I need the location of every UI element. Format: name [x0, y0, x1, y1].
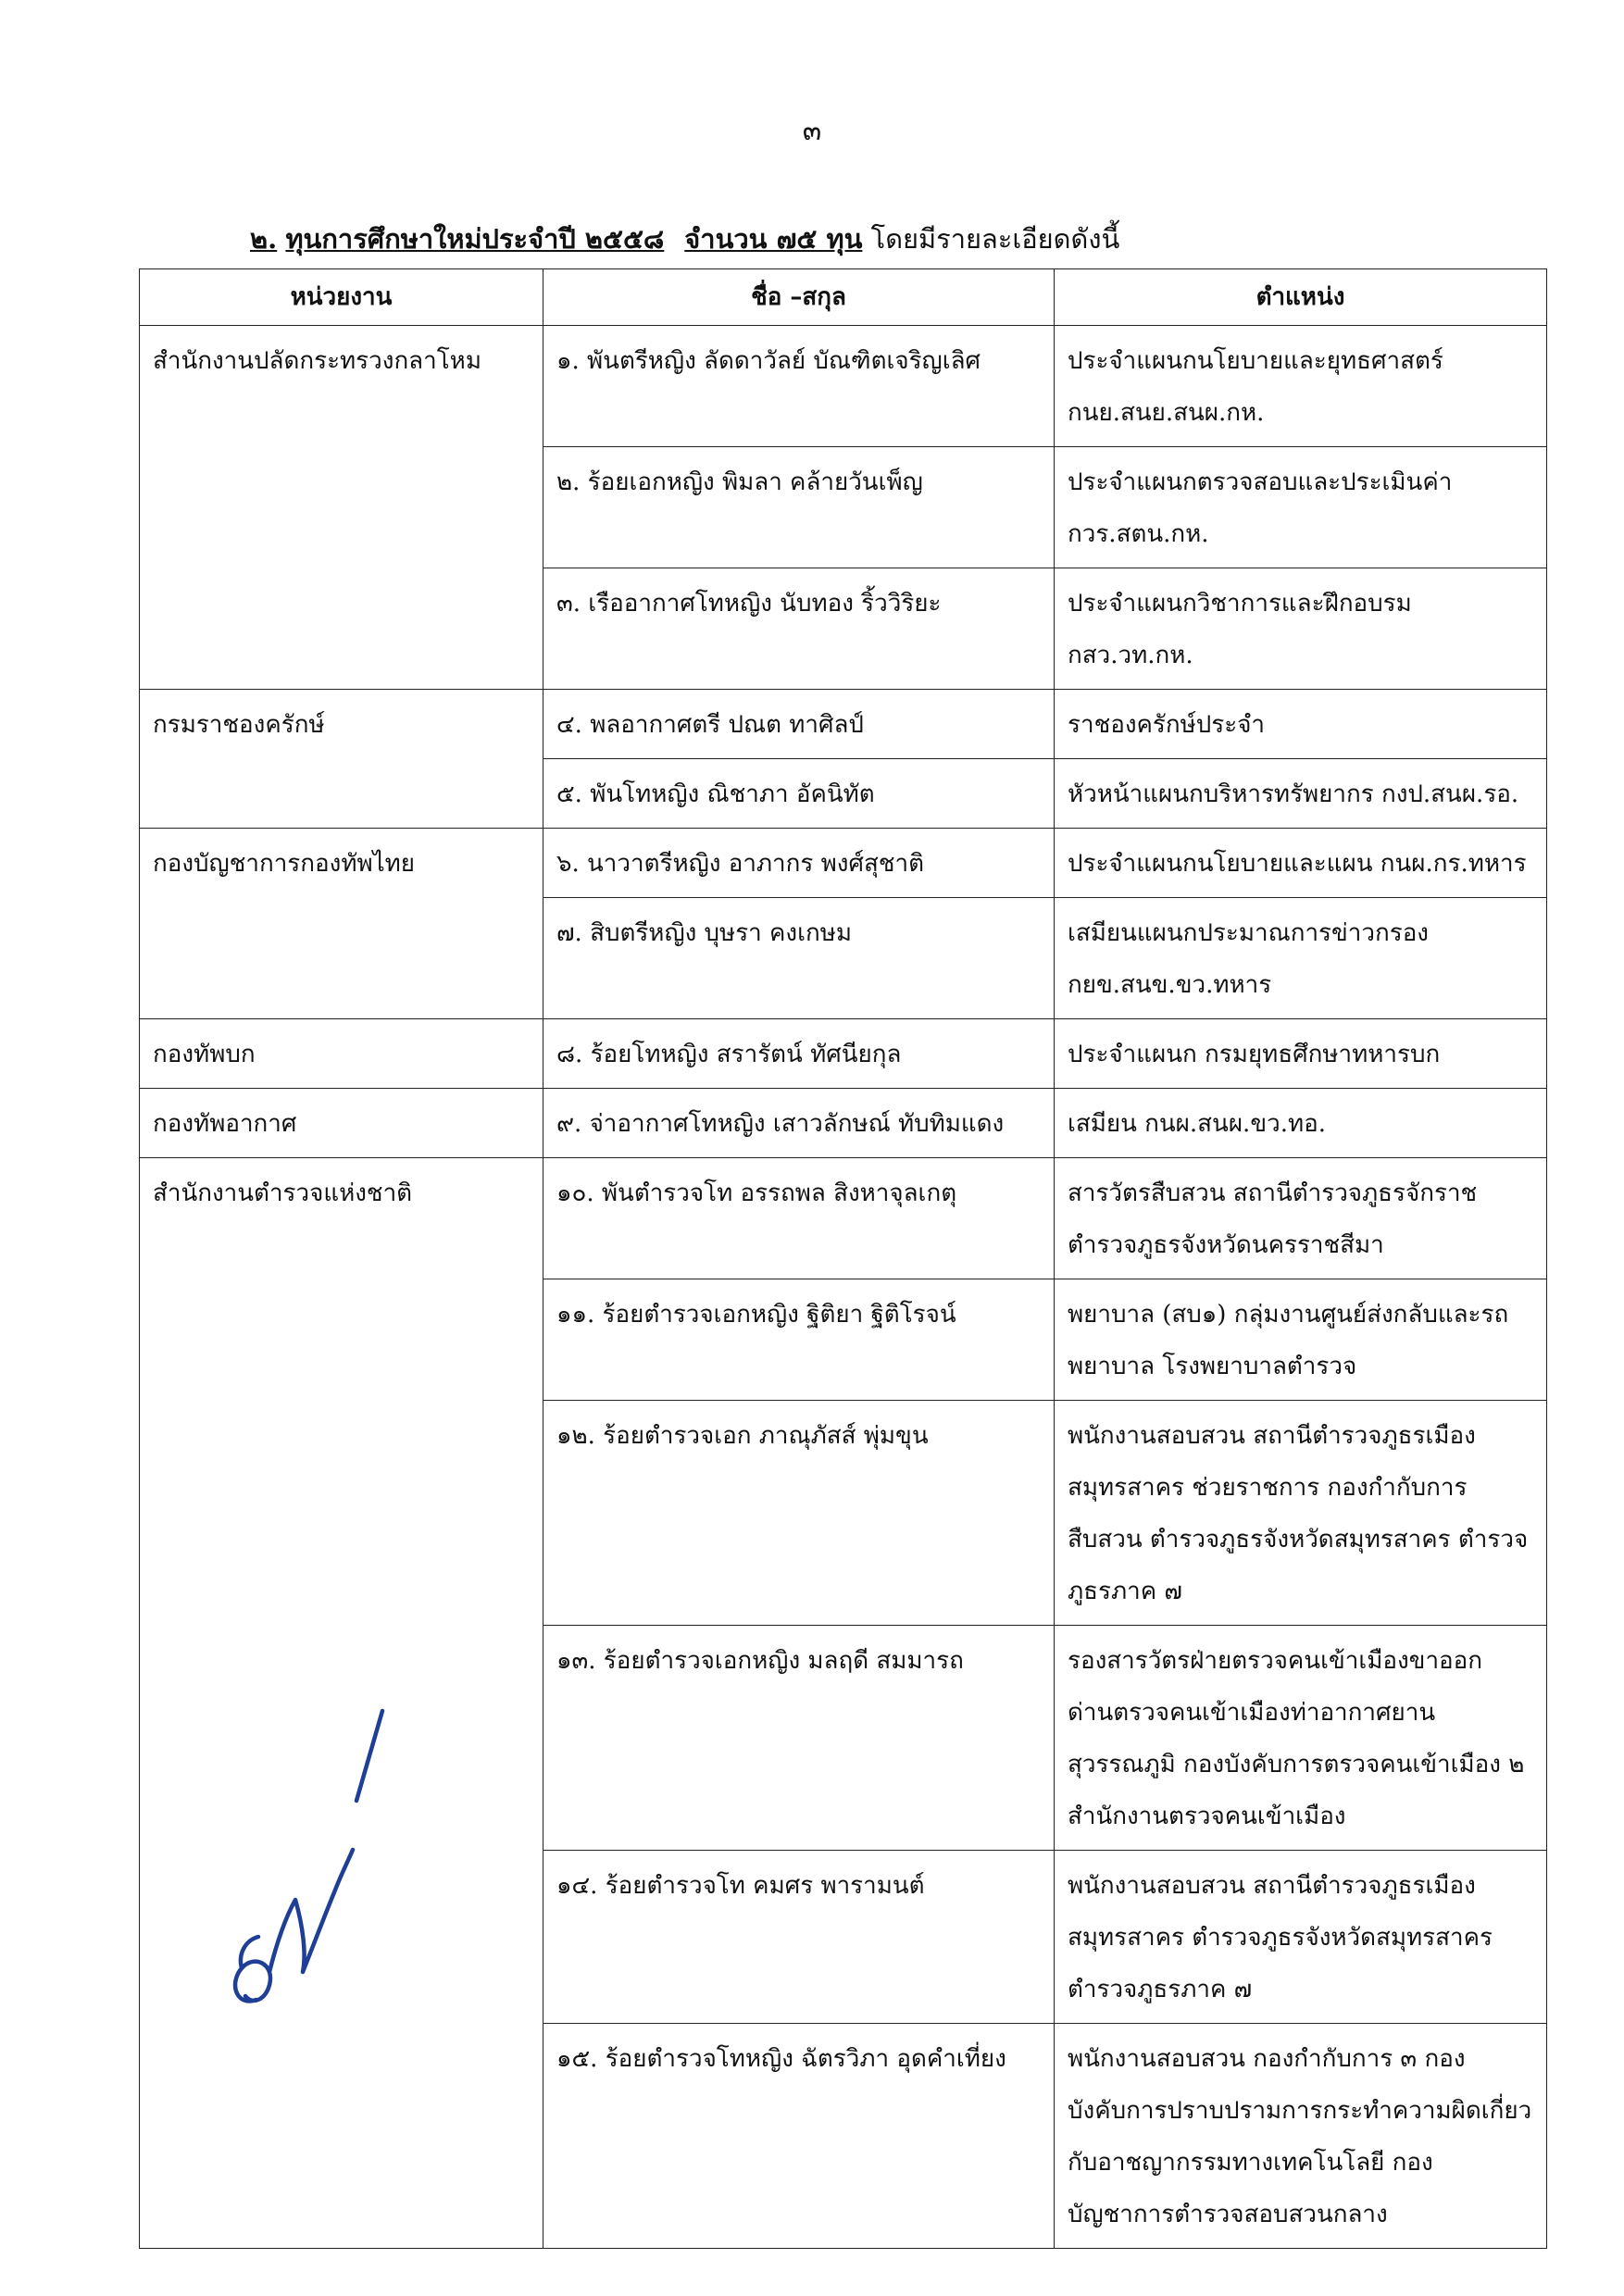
name-cell: ๑๐. พันตำรวจโท อรรถพล สิงหาจุลเกตุ: [543, 1158, 1055, 1279]
name-cell: ๑๔. ร้อยตำรวจโท คมศร พารามนต์: [543, 1851, 1055, 2024]
name-cell: ๗. สิบตรีหญิง บุษรา คงเกษม: [543, 898, 1055, 1019]
name-cell: ๓. เรืออากาศโทหญิง นับทอง ริ้ววิริยะ: [543, 568, 1055, 690]
signature-strokes: [235, 1711, 382, 2001]
position-cell: พนักงานสอบสวน กองกำกับการ ๓ กองบังคับการปราบปรามการกระทำความผิดเกี่ยวกับอาชญากรรมทางเทคโนโลยี กองบัญชาการตำรวจสอบสวนกลาง: [1055, 2024, 1547, 2249]
name-cell: ๑๓. ร้อยตำรวจเอกหญิง มลฤดี สมมารถ: [543, 1626, 1055, 1851]
name-cell: ๑. พันตรีหญิง ลัดดาวัลย์ บัณฑิตเจริญเลิศ: [543, 326, 1055, 447]
name-cell: ๙. จ่าอากาศโทหญิง เสาวลักษณ์ ทับทิมแดง: [543, 1089, 1055, 1158]
section-heading: [250, 220, 1119, 257]
name-cell: ๑๑. ร้อยตำรวจเอกหญิง ฐิติยา ฐิติโรจน์: [543, 1279, 1055, 1401]
table-row: [140, 326, 1547, 447]
unit-cell: กรมราชองครักษ์: [140, 690, 543, 829]
position-cell: เสมียนแผนกประมาณการข่าวกรอง กยข.สนข.ขว.ทหาร: [1055, 898, 1547, 1019]
table-row: [140, 1158, 1547, 1279]
unit-cell: กองทัพอากาศ: [140, 1089, 543, 1158]
table-header-row: [140, 269, 1547, 326]
name-cell: ๔. พลอากาศตรี ปณต ทาศิลป์: [543, 690, 1055, 759]
unit-cell: กองทัพบก: [140, 1019, 543, 1089]
unit-cell: กองบัญชาการกองทัพไทย: [140, 829, 543, 1019]
name-cell: ๘. ร้อยโทหญิง สรารัตน์ ทัศนียกุล: [543, 1019, 1055, 1089]
position-cell: ประจำแผนกตรวจสอบและประเมินค่า กวร.สตน.กห.: [1055, 447, 1547, 568]
position-cell: ประจำแผนกนโยบายและยุทธศาสตร์ กนย.สนย.สนผ.กห.: [1055, 326, 1547, 447]
position-cell: พนักงานสอบสวน สถานีตำรวจภูธรเมืองสมุทรสาคร ช่วยราชการ กองกำกับการสืบสวน ตำรวจภูธรจังหวัดสมุทรสาคร ตำรวจภูธรภาค ๗: [1055, 1401, 1547, 1626]
name-cell: ๒. ร้อยเอกหญิง พิมลา คล้ายวันเพ็ญ: [543, 447, 1055, 568]
position-cell: หัวหน้าแผนกบริหารทรัพยากร กงป.สนผ.รอ.: [1055, 759, 1547, 829]
heading-trailing: โดยมีรายละเอียดดังนี้: [870, 223, 1120, 255]
name-cell: ๖. นาวาตรีหญิง อาภากร พงศ์สุชาติ: [543, 829, 1055, 898]
position-cell: รองสารวัตรฝ่ายตรวจคนเข้าเมืองขาออก ด่านตรวจคนเข้าเมืองท่าอากาศยานสุวรรณภูมิ กองบังคับการตรวจคนเข้าเมือง ๒ สำนักงานตรวจคนเข้าเมือง: [1055, 1626, 1547, 1851]
table-row: [140, 1019, 1547, 1089]
table-row: [140, 690, 1547, 759]
position-cell: สารวัตรสืบสวน สถานีตำรวจภูธรจักราช ตำรวจภูธรจังหวัดนครราชสีมา: [1055, 1158, 1547, 1279]
header-name: ชื่อ –สกุล: [543, 269, 1055, 326]
unit-cell: สำนักงานตำรวจแห่งชาติ: [140, 1158, 543, 2249]
position-cell: ประจำแผนกนโยบายและแผน กนผ.กร.ทหาร: [1055, 829, 1547, 898]
table-row: [140, 829, 1547, 898]
position-cell: ประจำแผนกวิชาการและฝึกอบรม กสว.วท.กห.: [1055, 568, 1547, 690]
heading-number: ๒.: [250, 223, 278, 255]
position-cell: เสมียน กนผ.สนผ.ขว.ทอ.: [1055, 1089, 1547, 1158]
heading-title: ทุนการศึกษาใหม่ประจำปี ๒๕๕๘: [285, 223, 665, 255]
position-cell: ราชองครักษ์ประจำ: [1055, 690, 1547, 759]
header-position: ตำแหน่ง: [1055, 269, 1547, 326]
handwritten-signature: [218, 1694, 403, 2028]
name-cell: ๕. พันโทหญิง ณิชาภา อัคนิทัต: [543, 759, 1055, 829]
name-cell: ๑๕. ร้อยตำรวจโทหญิง ฉัตรวิภา อุดคำเที่ยง: [543, 2024, 1055, 2249]
unit-cell: สำนักงานปลัดกระทรวงกลาโหม: [140, 326, 543, 690]
signature-stroke-body: [235, 1850, 353, 2001]
signature-stroke-long: [356, 1711, 382, 1801]
header-unit: หน่วยงาน: [140, 269, 543, 326]
position-cell: พยาบาล (สบ๑) กลุ่มงานศูนย์ส่งกลับและรถพยาบาล โรงพยาบาลตำรวจ: [1055, 1279, 1547, 1401]
position-cell: พนักงานสอบสวน สถานีตำรวจภูธรเมืองสมุทรสาคร ตำรวจภูธรจังหวัดสมุทรสาคร ตำรวจภูธรภาค ๗: [1055, 1851, 1547, 2024]
heading-count: จำนวน ๗๕ ทุน: [684, 223, 863, 255]
table-row: [140, 1089, 1547, 1158]
position-cell: ประจำแผนก กรมยุทธศึกษาทหารบก: [1055, 1019, 1547, 1089]
name-cell: ๑๒. ร้อยตำรวจเอก ภาณุภัสส์ พุ่มขุน: [543, 1401, 1055, 1626]
page-number: ๓: [802, 115, 822, 147]
